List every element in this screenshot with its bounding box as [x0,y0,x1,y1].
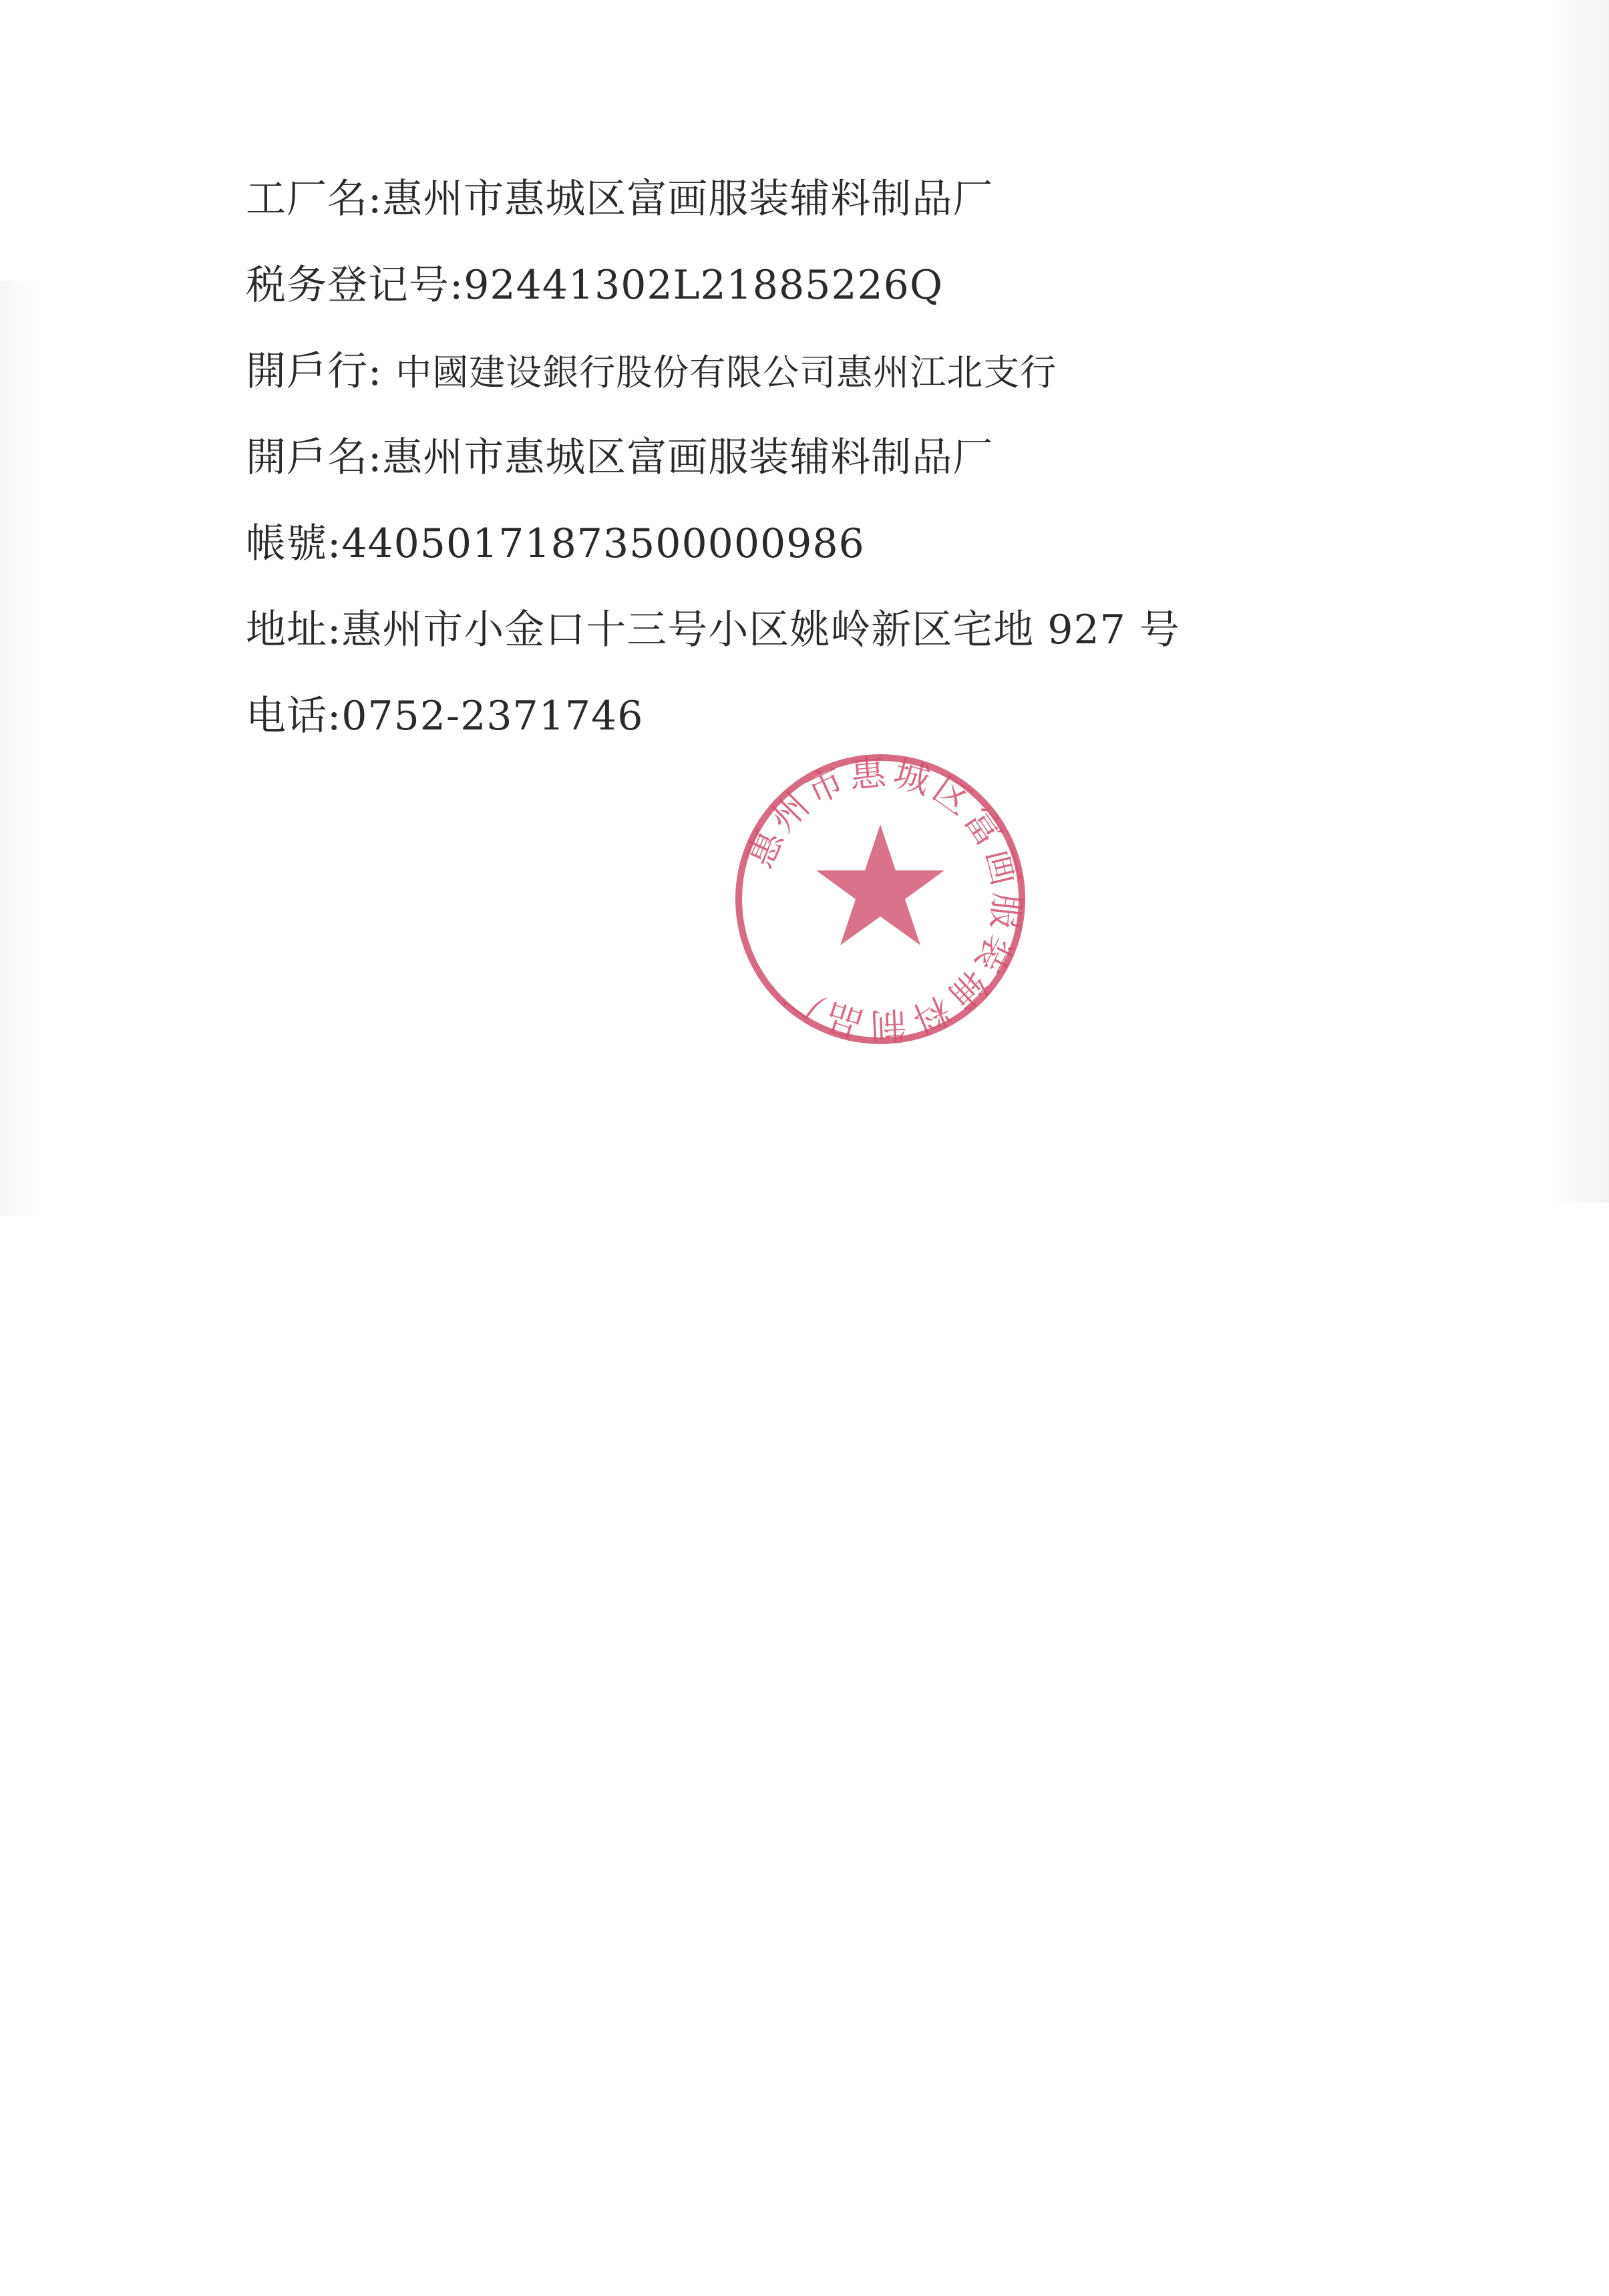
bank-label: 開戶行: [246,348,396,395]
account-number-value: 44050171873500000986 [341,520,865,567]
bank-line [246,348,1515,395]
factory-name-label: 工厂名: [246,176,383,222]
factory-name-line [246,176,1515,222]
factory-name-value: 惠州市惠城区富画服装辅料制品厂 [382,176,994,222]
account-name-line [246,434,1515,481]
phone-value: 0752-2371746 [341,693,644,740]
account-name-value: 惠州市惠城区富画服装辅料制品厂 [382,434,994,481]
account-name-label: 開戶名: [246,434,383,481]
address-value: 惠州市小金口十三号小区姚岭新区宅地 927 号 [341,607,1180,653]
company-seal-stamp [727,746,1034,1053]
phone-line [246,693,1515,740]
scan-shadow-left [0,281,40,1216]
scan-shadow-right [1549,0,1609,1202]
account-number-line [246,520,1515,567]
tax-id-value: 92441302L21885226Q [464,262,944,309]
address-label: 地址: [246,607,342,653]
address-line [246,607,1515,653]
info-lines [246,176,1515,782]
tax-id-label: 税务登记号: [246,262,464,309]
seal-ring-textpath: 惠州市惠城区富画服装辅料制品厂 [738,751,1029,1047]
phone-label: 电话: [246,693,342,740]
tax-id-line [246,262,1515,309]
seal-star-icon [816,824,944,945]
bank-value: 中國建设銀行股份有限公司惠州江北支行 [395,351,1057,393]
account-number-label: 帳號: [246,520,342,567]
